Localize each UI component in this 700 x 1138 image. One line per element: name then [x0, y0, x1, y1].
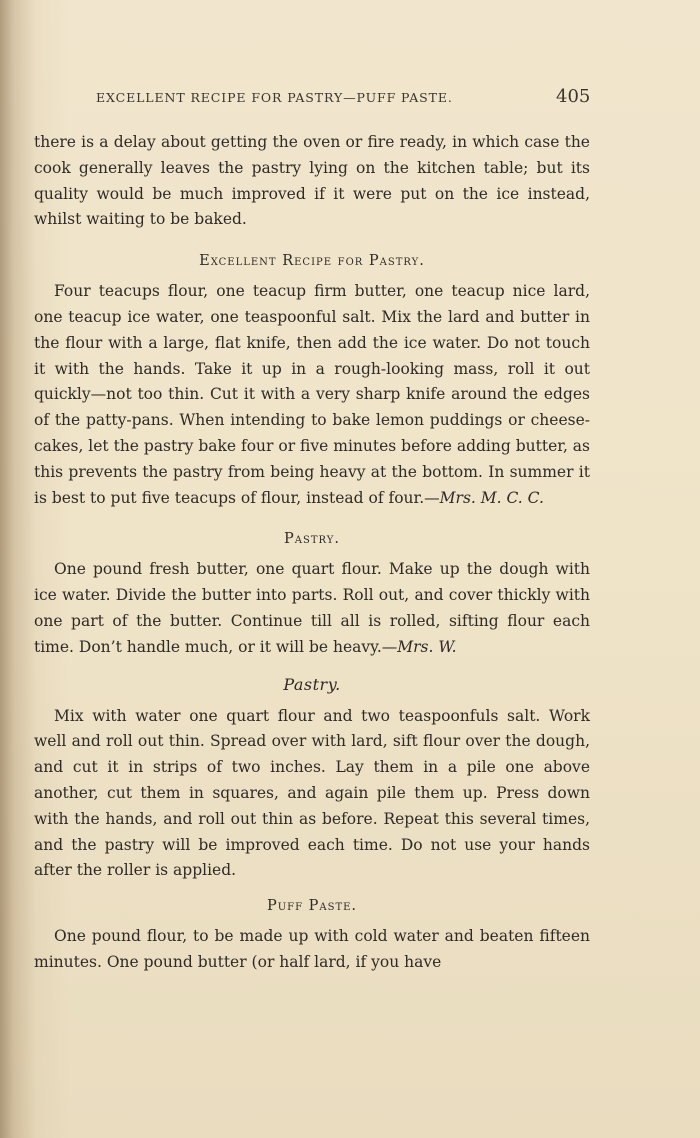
puff-paste-paragraph: One pound flour, to be made up with cold water and beaten fifteen minutes. One pound butter (or half lard, if you have [34, 927, 590, 971]
signature-mrs-w: Mrs. W. [397, 637, 457, 656]
spacer [34, 694, 590, 704]
heading-excellent-recipe: Excellent Recipe for Pastry. [199, 253, 425, 270]
spacer [34, 511, 590, 531]
pastry-1-text: One pound fresh butter, one quart flour. Make up the dough with ice water. Divide the butter into parts. Roll out, and cover thickly with one part of the butter. Continue till all is rolled, sifting flour each time. Don’t handle much, or it will be heavy.— [34, 560, 590, 656]
excellent-recipe-text: Four teacups flour, one teacup firm butter, one teacup nice lard, one teacup ice water, one teaspoonful salt. Mix the lard and butter in the flour with a large, flat knife, then add the ice water. Do not touch it with the hands. Take it up in a rough-looking mass, roll it out quickly—not too thin. Cut it with a very sharp knife around the edges of the patty-pans. When intending to bake lemon puddings or cheese-cakes, let the pastry bake four or five minutes before adding butter, as this prevents the pastry from being heavy at the bottom. In summer it is best to put five teacups of flour, instead of four.— [34, 282, 590, 507]
spacer [34, 884, 590, 898]
page-body [34, 130, 590, 976]
pastry-2-paragraph: Mix with water one quart flour and two teaspoonfuls salt. Work well and roll out thin. Spread over with lard, sift flour over the dough, and cut it in strips of two inches. Lay them in a pile one above another, cut them in squares, and again pile them up. Press down with the hands, and roll out thin as before. Repeat this several times, and the pastry will be improved each time. Do not use your hands after the roller is applied. [34, 706, 590, 880]
excellent-recipe-paragraph [34, 279, 590, 511]
running-head: EXCELLENT RECIPE FOR PASTRY—PUFF PASTE. [96, 90, 453, 105]
heading-pastry-1: Pastry. [284, 531, 340, 548]
spacer [34, 269, 590, 279]
page-number: 405 [556, 86, 591, 107]
spacer [34, 661, 590, 675]
pastry-1-paragraph [34, 557, 590, 660]
signature-mrs-mcc: Mrs. M. C. C. [439, 488, 544, 507]
spacer [34, 914, 590, 924]
spacer [34, 233, 590, 253]
intro-paragraph: there is a delay about getting the oven or fire ready, in which case the cook generally leaves the pastry lying on the kitchen table; but its quality would be much improved if it were put on the ice instead, whilst waiting to be baked. [34, 133, 590, 229]
heading-pastry-2: Pastry. [283, 674, 341, 694]
spacer [34, 547, 590, 557]
heading-puff-paste: Puff Paste. [266, 898, 358, 915]
